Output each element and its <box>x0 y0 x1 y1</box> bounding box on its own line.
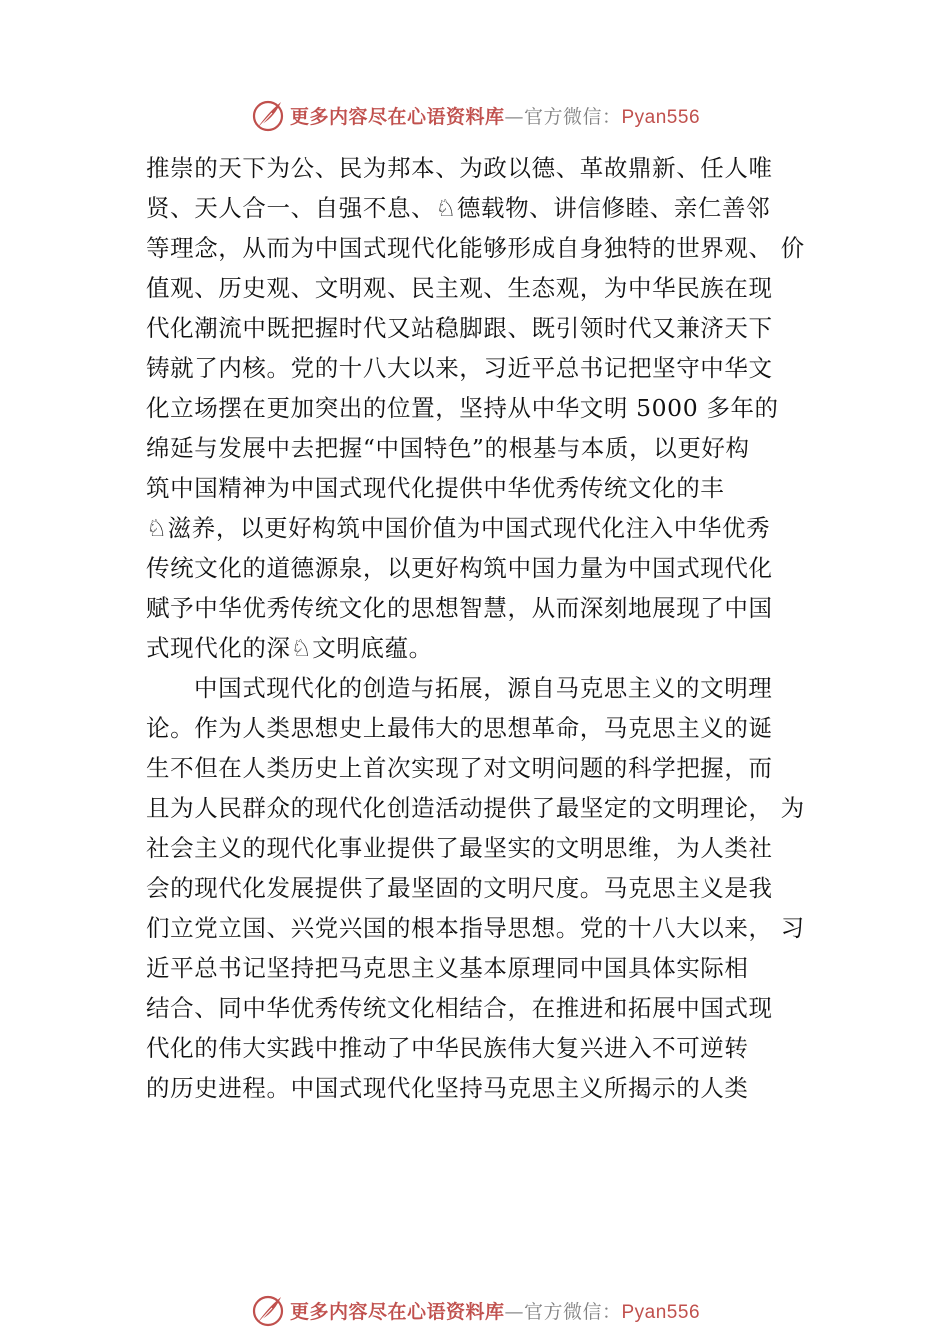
text-line: 筑中国精神为中国式现代化提供中华优秀传统文化的丰 <box>146 474 725 502</box>
header-brand: 更多内容尽在心语资料库 <box>289 105 505 128</box>
text-line: 会的现代化发展提供了最坚固的文明尺度。马克思主义是我 <box>146 874 773 902</box>
text-line: 中国式现代化的创造与拓展，源自马克思主义的文明理 <box>194 674 773 702</box>
text-line: 式现代化的深♘文明底蕴。 <box>146 634 433 662</box>
footer-brand: 更多内容尽在心语资料库 <box>289 1300 505 1323</box>
text-line: 绵延与发展中去把握“中国特色”的根基与本质，以更好构 <box>146 434 750 462</box>
quill-logo-icon <box>250 97 286 133</box>
text-line: 等理念，从而为中国式现代化能够形成自身独特的世界观、 价 <box>146 234 805 262</box>
text-line: ♘滋养，以更好构筑中国价值为中国式现代化注入中华优秀 <box>146 514 771 542</box>
text-line: 们立党立国、兴党兴国的根本指导思想。党的十八大以来， 习 <box>146 914 805 942</box>
text-line: 推崇的天下为公、民为邦本、为政以德、革故鼎新、任人唯 <box>146 154 773 182</box>
footer-label: 官方微信： <box>523 1300 622 1323</box>
footer-separator: — <box>504 1300 524 1323</box>
text-line: 传统文化的道德源泉，以更好构筑中国力量为中国式现代化 <box>146 554 773 582</box>
text-line: 代化的伟大实践中推动了中华民族伟大复兴进入不可逆转 <box>146 1034 749 1062</box>
header-wechat-id: Pyan556 <box>621 106 701 128</box>
footer-wechat-id: Pyan556 <box>621 1301 701 1323</box>
footer-text <box>290 1297 700 1324</box>
document-body <box>146 148 836 1108</box>
paragraph-2 <box>146 668 836 1108</box>
text-line: 化立场摆在更加突出的位置，坚持从中华文明 5000 多年的 <box>146 394 779 422</box>
text-line: 结合、同中华优秀传统文化相结合，在推进和拓展中国式现 <box>146 994 773 1022</box>
header-label: 官方微信： <box>523 105 622 128</box>
text-line: 代化潮流中既把握时代又站稳脚跟、既引领时代又兼济天下 <box>146 314 773 342</box>
text-line: 贤、天人合一、自强不息、♘德载物、讲信修睦、亲仁善邻 <box>146 194 771 222</box>
footer-banner <box>0 1290 950 1330</box>
text-line: 且为人民群众的现代化创造活动提供了最坚定的文明理论， 为 <box>146 794 805 822</box>
text-line: 铸就了内核。党的十八大以来，习近平总书记把坚守中华文 <box>146 354 773 382</box>
header-separator: — <box>504 105 524 128</box>
header-banner <box>0 95 950 135</box>
text-line: 社会主义的现代化事业提供了最坚实的文明思维，为人类社 <box>146 834 773 862</box>
text-line: 赋予中华优秀传统文化的思想智慧，从而深刻地展现了中国 <box>146 594 773 622</box>
paragraph-1 <box>146 148 836 668</box>
text-line: 生不但在人类历史上首次实现了对文明问题的科学把握，而 <box>146 754 773 782</box>
text-line: 的历史进程。中国式现代化坚持马克思主义所揭示的人类 <box>146 1074 749 1102</box>
text-line: 论。作为人类思想史上最伟大的思想革命，马克思主义的诞 <box>146 714 773 742</box>
text-line: 值观、历史观、文明观、民主观、生态观，为中华民族在现 <box>146 274 773 302</box>
text-line: 近平总书记坚持把马克思主义基本原理同中国具体实际相 <box>146 954 749 982</box>
quill-logo-icon <box>250 1292 286 1328</box>
header-text <box>290 102 700 129</box>
